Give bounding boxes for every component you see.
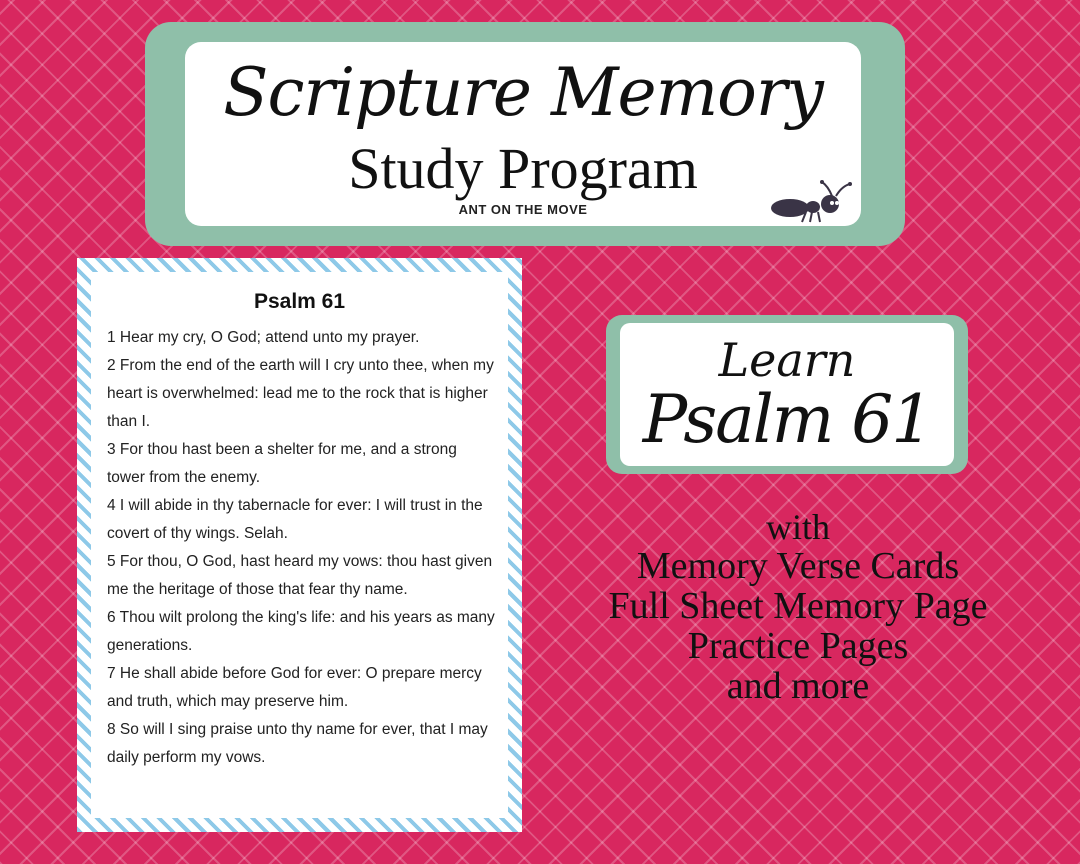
features-with: with <box>765 507 830 547</box>
psalm-card <box>77 258 522 832</box>
ant-icon <box>770 178 855 224</box>
verse-5: 5 For thou, O God, hast heard my vows: thou hast given me the heritage of those that fear thy name. <box>107 553 493 598</box>
brand-name: ANT ON THE MOVE <box>458 202 588 217</box>
feature-memory-verse-cards: Memory Verse Cards <box>636 545 960 587</box>
verse-8: 8 So will I sing praise unto thy name for ever, that I may daily perform my vows. <box>107 721 488 766</box>
psalm-card-content <box>91 272 508 818</box>
learn-box-panel <box>620 323 954 466</box>
title-banner <box>145 22 905 246</box>
learn-label: Learn <box>718 333 856 387</box>
feature-practice-pages: Practice Pages <box>687 625 909 667</box>
verse-4: 4 I will abide in thy tabernacle for ever: I will trust in the covert of thy wings. Selah. <box>107 497 483 542</box>
verse-3: 3 For thou hast been a shelter for me, and a strong tower from the enemy. <box>107 441 457 486</box>
title-study-program: Study Program <box>348 136 698 201</box>
feature-and-more: and more <box>726 665 870 707</box>
features-list <box>560 508 1036 706</box>
psalm-verses <box>107 324 498 772</box>
feature-full-sheet-memory-page: Full Sheet Memory Page <box>608 585 988 627</box>
learn-psalm-title: Psalm 61 <box>642 381 932 458</box>
verse-7: 7 He shall abide before God for ever: O prepare mercy and truth, which may preserve him. <box>107 665 482 710</box>
verse-2: 2 From the end of the earth will I cry unto thee, when my heart is overwhelmed: lead me to the rock that is higher than I. <box>107 357 494 430</box>
verse-1: 1 Hear my cry, O God; attend unto my prayer. <box>107 329 420 346</box>
title-banner-panel <box>185 42 861 226</box>
psalm-heading: Psalm 61 <box>253 290 346 313</box>
learn-box <box>606 315 968 474</box>
title-scripture-memory: Scripture Memory <box>223 54 823 131</box>
verse-6: 6 Thou wilt prolong the king's life: and his years as many generations. <box>107 609 495 654</box>
